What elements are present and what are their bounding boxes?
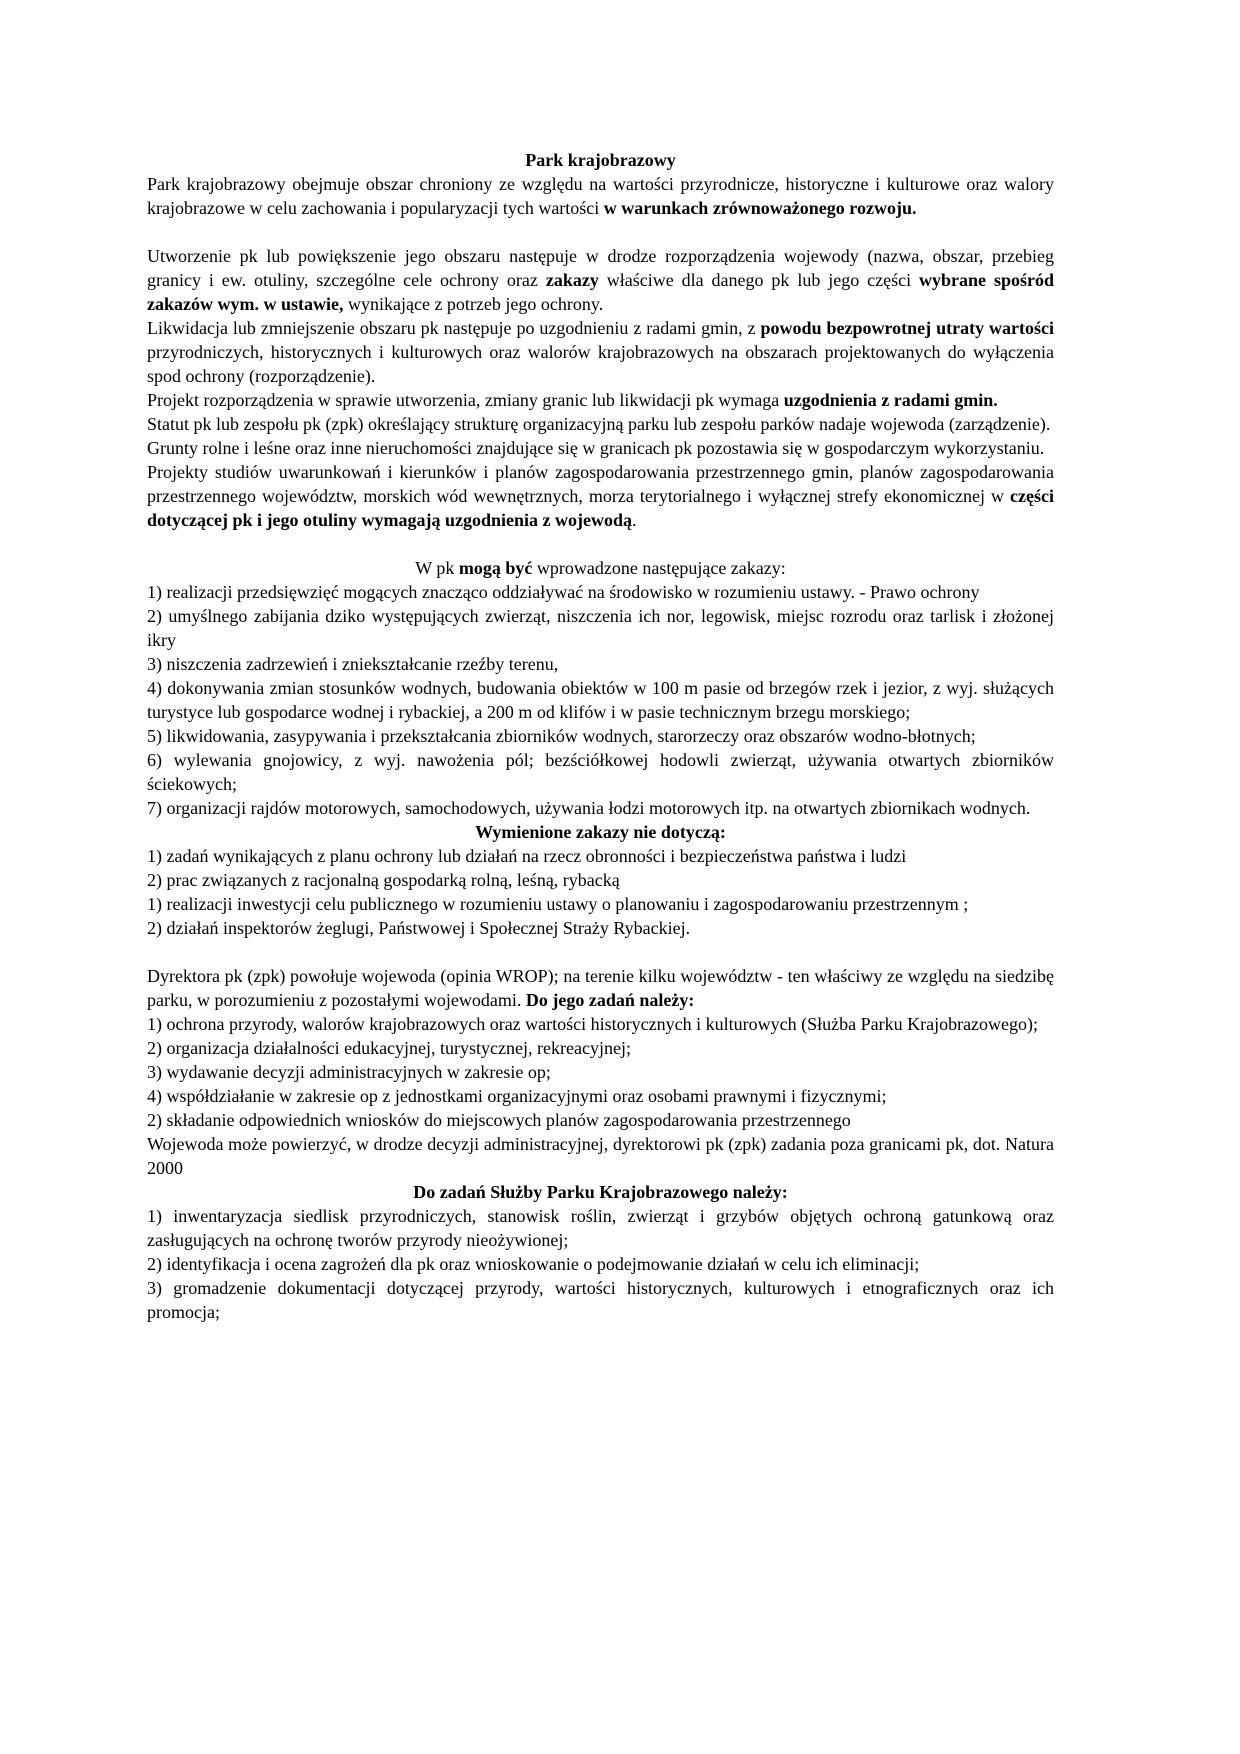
- project-bold: uzgodnienia z radami gmin.: [783, 390, 998, 410]
- statute-paragraph: Statut pk lub zespołu pk (zpk) określający strukturę organizacyjną parku lub zespołu parków nadaje wojewoda (zarządzenie).: [147, 414, 1051, 434]
- exception-item: 2) prac związanych z racjonalną gospodarką rolną, leśną, rybacką: [147, 870, 620, 890]
- creation-text-1: Utworzenie pk lub powiększenie jego obszaru następuje w drodze rozporządzenia wojewody (nazwa, obszar, przebieg granicy i ew. otuliny, szczególne cele ochrony oraz: [147, 246, 1054, 290]
- director-task: 2) organizacja działalności edukacyjnej, turystycznej, rekreacyjnej;: [147, 1038, 631, 1058]
- project-text: Projekt rozporządzenia w sprawie utworzenia, zmiany granic lub likwidacji pk wymaga: [147, 390, 784, 410]
- intro-text: Park krajobrazowy obejmuje obszar chroniony ze względu na wartości przyrodnicze, historyczne i kulturowe oraz walory krajobrazowe w celu zachowania i popularyzacji tych wartości: [147, 174, 1054, 218]
- service-task: 3) gromadzenie dokumentacji dotyczącej przyrody, wartości historycznych, kulturowych i etnograficznych oraz ich promocja;: [147, 1278, 1054, 1322]
- exception-item: 2) działań inspektorów żeglugi, Państwowej i Społecznej Straży Rybackiej.: [147, 918, 691, 938]
- spacer: [147, 220, 1054, 244]
- director-text: Dyrektora pk (zpk) powołuje wojewoda (opinia WROP); na terenie kilku województw - ten właściwy ze względu na siedzibę parku, w porozumieniu z pozostałymi wojewodami.: [147, 966, 1054, 1010]
- exceptions-heading-text: Wymienione zakazy nie dotyczą:: [475, 822, 726, 842]
- document-title: Park krajobrazowy: [525, 150, 676, 170]
- exceptions-heading: [147, 820, 1054, 844]
- director-task: 2) składanie odpowiednich wniosków do miejscowych planów zagospodarowania przestrzennego: [147, 1110, 851, 1130]
- voivode-paragraph: Wojewoda może powierzyć, w drodze decyzji administracyjnej, dyrektorowi pk (zpk) zadania poza granicami pk, dot. Natura 2000: [147, 1134, 1054, 1178]
- creation-text-2: właściwe dla danego pk lub jego części: [598, 270, 920, 290]
- ban-item: 6) wylewania gnojowicy, z wyj. nawożenia pól; bezściółkowej hodowli zwierząt, używania otwartych zbiorników ściekowych;: [147, 750, 1054, 794]
- service-task: 2) identyfikacja i ocena zagrożeń dla pk oraz wnioskowanie o podejmowanie działań w celu ich eliminacji;: [147, 1254, 920, 1274]
- liquidation-text-1: Likwidacja lub zmniejszenie obszaru pk następuje po uzgodnieniu z radami gmin, z: [147, 318, 761, 338]
- spacer: [147, 940, 1054, 964]
- bans-intro: [147, 556, 1054, 580]
- service-task: 1) inwentaryzacja siedlisk przyrodniczych, stanowisk roślin, zwierząt i grzybów objętych ochroną gatunkową oraz zasługujących na ochronę tworów przyrody nieożywionej;: [147, 1206, 1054, 1250]
- studies-bold: części dotyczącej pk i jego otuliny wymagają uzgodnienia z wojewodą: [147, 486, 1054, 530]
- studies-text-2: .: [631, 510, 637, 530]
- liquidation-paragraph: [147, 316, 1054, 388]
- ban-item: 2) umyślnego zabijania dziko występujących zwierząt, niszczenia ich nor, legowisk, miejsc rozrodu oraz tarlisk i złożonej ikry: [147, 606, 1054, 650]
- ban-item: 1) realizacji przedsięwzięć mogących znacząco oddziaływać na środowisko w rozumieniu ustawy. - Prawo ochrony: [147, 582, 980, 602]
- liquidation-bold: powodu bezpowrotnej utraty wartości: [760, 318, 1055, 338]
- creation-text-3: wynikające z potrzeb jego ochrony.: [343, 294, 604, 314]
- service-heading-text: Do zadań Służby Parku Krajobrazowego należy:: [413, 1182, 788, 1202]
- intro-paragraph: [147, 172, 1054, 220]
- exception-item: 1) zadań wynikających z planu ochrony lub działań na rzecz obronności i bezpieczeństwa państwa i ludzi: [147, 846, 907, 866]
- studies-paragraph: [147, 460, 1054, 532]
- liquidation-text-2: przyrodniczych, historycznych i kulturowych oraz walorów krajobrazowych na obszarach projektowanych do wyłączenia spod ochrony (rozporządzenie).: [147, 342, 1054, 386]
- director-paragraph: [147, 964, 1054, 1012]
- director-task: 3) wydawanie decyzji administracyjnych w zakresie op;: [147, 1062, 551, 1082]
- director-task: 4) współdziałanie w zakresie op z jednostkami organizacyjnymi oraz osobami prawnymi i fizycznymi;: [147, 1086, 887, 1106]
- bans-intro-bold: mogą być: [458, 558, 533, 578]
- ban-item: 7) organizacji rajdów motorowych, samochodowych, używania łodzi motorowych itp. na otwartych zbiornikach wodnych.: [147, 798, 1031, 818]
- bans-intro-text-1: W pk: [415, 558, 459, 578]
- bans-intro-text-2: wprowadzone następujące zakazy:: [532, 558, 786, 578]
- exception-item: 1) realizacji inwestycji celu publicznego w rozumieniu ustawy o planowaniu i zagospodarowaniu przestrzennym ;: [147, 894, 969, 914]
- ban-item: 5) likwidowania, zasypywania i przekształcania zbiorników wodnych, starorzeczy oraz obszarów wodno-błotnych;: [147, 726, 976, 746]
- intro-bold: w warunkach zrównoważonego rozwoju.: [603, 198, 917, 218]
- creation-bold-2: wybrane spośród zakazów wym. w ustawie,: [147, 270, 1054, 314]
- project-paragraph: [147, 388, 1054, 412]
- document-page: [147, 148, 1054, 1324]
- ban-item: 3) niszczenia zadrzewień i zniekształcanie rzeźby terenu,: [147, 654, 559, 674]
- director-bold: Do jego zadań należy:: [525, 990, 695, 1010]
- studies-text-1: Projekty studiów uwarunkowań i kierunków i planów zagospodarowania przestrzennego gmin, planów zagospodarowania przestrzennego województw, morskich wód wewnętrznych, morza terytorialnego i wyłącznej strefy ekonomicznej w: [147, 462, 1054, 506]
- creation-paragraph: [147, 244, 1054, 316]
- spacer: [147, 532, 1054, 556]
- service-heading: [147, 1180, 1054, 1204]
- ban-item: 4) dokonywania zmian stosunków wodnych, budowania obiektów w 100 m pasie od brzegów rzek i jezior, z wyj. służących turystyce lub gospodarce wodnej i rybackiej, a 200 m od klifów i w pasie technicznym brzegu morskiego;: [147, 678, 1054, 722]
- director-task: 1) ochrona przyrody, walorów krajobrazowych oraz wartości historycznych i kulturowych (Służba Parku Krajobrazowego);: [147, 1014, 1039, 1034]
- land-paragraph: Grunty rolne i leśne oraz inne nieruchomości znajdujące się w granicach pk pozostawia się w gospodarczym wykorzystaniu.: [147, 438, 1045, 458]
- creation-bold-1: zakazy: [545, 270, 599, 290]
